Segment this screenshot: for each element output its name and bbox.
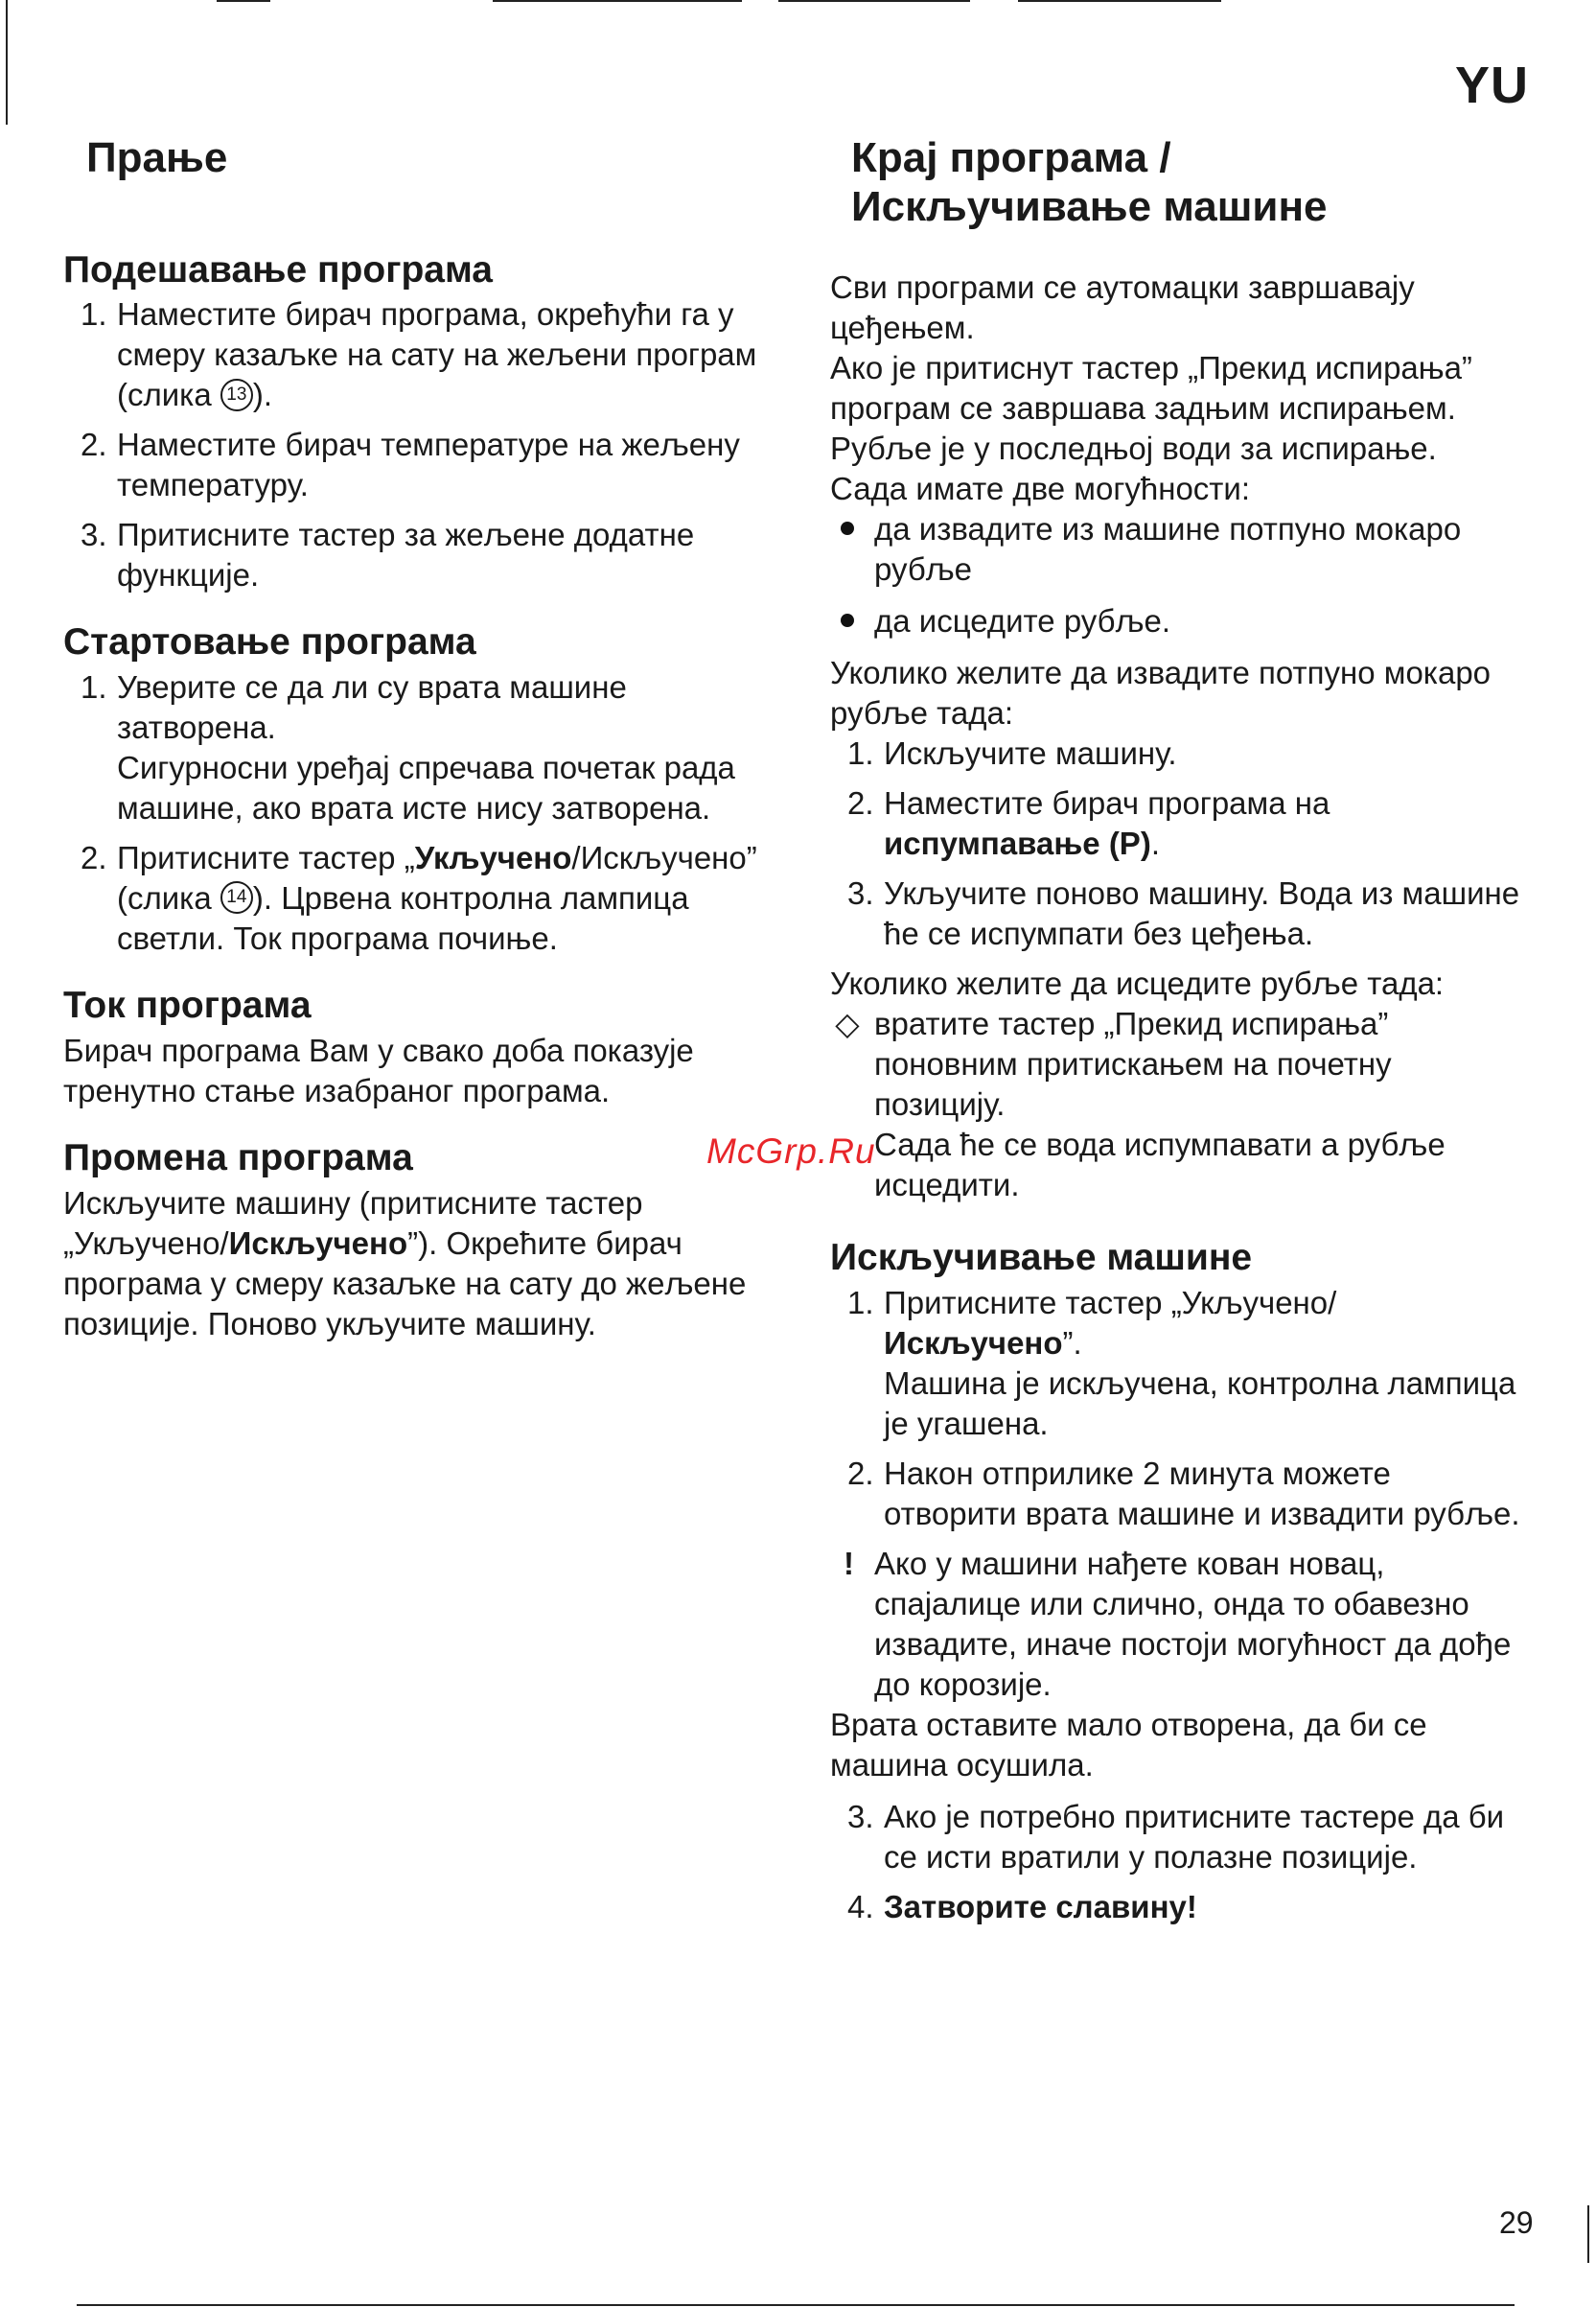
- list-item: 1. Искључите машину.: [847, 735, 1177, 772]
- figure-ref: 14: [220, 881, 253, 914]
- paragraph: Искључите машину (притисните тастер „Укључено/Искључено”). Окрећите бирач програма у смеру казаљке на сату до жељене позиције. Поново укључите машину.: [63, 1184, 747, 1341]
- list-item: 3. Притисните тастер за жељене додатне функције.: [81, 517, 695, 594]
- section-heading: Подешавање програма: [63, 248, 493, 291]
- paragraph: Ако је притиснут тастер „Прекид испирања” програм се завршава задњим испирањем. Рубље је у последњој води за испирање.: [830, 350, 1472, 467]
- scan-edge-top-3: [778, 0, 970, 2]
- section-heading: Ток програма: [63, 985, 312, 1027]
- setup-steps: [63, 294, 773, 595]
- scan-edge-right: [1587, 2205, 1589, 2263]
- section-program-flow: [63, 984, 773, 1111]
- washing-title: Прање: [86, 134, 228, 181]
- scan-edge-left: [6, 0, 8, 125]
- left-column: [63, 134, 773, 1369]
- list-item: да исцедите рубље.: [830, 601, 1530, 641]
- bullet-icon: [841, 522, 854, 535]
- list-item: 2. Након отприлике 2 минута можете отворити врата машине и извадити рубље.: [847, 1455, 1520, 1531]
- list-item: 1. Уверите се да ли су врата машине затворена. Сигурносни уређај спречава почетак рада машине, ако врата исте нису затворена.: [81, 669, 735, 827]
- options-list: [830, 509, 1530, 641]
- spin-list: [830, 1004, 1530, 1205]
- page-number: 29: [1499, 2205, 1534, 2240]
- figure-ref: 13: [220, 379, 253, 411]
- scan-edge-top-2: [493, 0, 742, 2]
- off-steps: [830, 1283, 1530, 1534]
- section-program-setup: [63, 248, 773, 596]
- paragraph: Сви програми се аутомацки завршавају цеђењем.: [830, 269, 1415, 346]
- warning-note: ! Ако у машини нађете кован новац, спајалице или слично, онда то обавезно извадите, иначе постоји могућност да дође до корозије.: [844, 1545, 1512, 1702]
- final-steps: [830, 1797, 1530, 1927]
- exclamation-icon: !: [844, 1545, 854, 1581]
- start-steps: [63, 667, 773, 959]
- list-item: 3. Ако је потребно притисните тастере да би се исти вратили у полазне позиције.: [847, 1798, 1505, 1875]
- list-item: 4. Затворите славину!: [847, 1888, 1197, 1924]
- language-code: YU: [1455, 57, 1530, 114]
- paragraph: Бирач програма Вам у свако доба показује тренутно стање изабраног програма.: [63, 1032, 694, 1108]
- list-item: 2. Притисните тастер „Укључено/Искључено” (слика 14 ). Црвена контролна лампица светли. Ток програма почиње.: [81, 840, 757, 957]
- list-item: да извадите из машине потпуно мокаро рубље: [830, 509, 1530, 590]
- list-item: 2. Наместите бирач програма на испумпавање (P).: [847, 785, 1330, 862]
- scan-edge-top-1: [217, 0, 270, 2]
- list-item: 3. Укључите поново машину. Вода из машине ће се испумпати без цеђења.: [847, 875, 1520, 952]
- end-program-title: Крај програма / Искључивање машине: [851, 134, 1328, 230]
- watermark: McGrp.Ru: [706, 1131, 876, 1171]
- list-item: 2. Наместите бирач температуре на жељену температуру.: [81, 427, 740, 503]
- scan-edge-top-4: [1018, 0, 1221, 2]
- list-item: 1. Наместите бирач програма, окрећући га у смеру казаљке на сату на жељени програм (слика 13 ).: [81, 296, 757, 413]
- right-column: [830, 134, 1530, 1937]
- bullet-icon: [841, 614, 854, 627]
- wet-steps: [830, 734, 1530, 954]
- paragraph: Уколико желите да исцедите рубље тада:: [830, 966, 1445, 1002]
- section-heading: Искључивање машине: [830, 1237, 1253, 1279]
- paragraph: Уколико желите да извадите потпуно мокаро рубље тада:: [830, 655, 1492, 732]
- scan-edge-bottom: [77, 2304, 1515, 2306]
- diamond-icon: ◇: [835, 1006, 860, 1042]
- paragraph: Сада имате две могућности:: [830, 471, 1251, 507]
- section-heading: Промена програма: [63, 1136, 413, 1178]
- section-program-change: [63, 1136, 773, 1344]
- list-item: 1. Притисните тастер „Укључено/Искључено”. Машина је искључена, контролна лампица је угашена.: [847, 1284, 1516, 1441]
- section-program-start: [63, 620, 773, 959]
- paragraph: Врата оставите мало отворена, да би се машина осушила.: [830, 1706, 1427, 1783]
- section-heading: Стартовање програма: [63, 621, 476, 664]
- list-item: ◇ вратите тастер „Прекид испирања” поновним притискањем на почетну позицију. Сада ће се вода испумпавати а рубље исцедити.: [830, 1004, 1530, 1205]
